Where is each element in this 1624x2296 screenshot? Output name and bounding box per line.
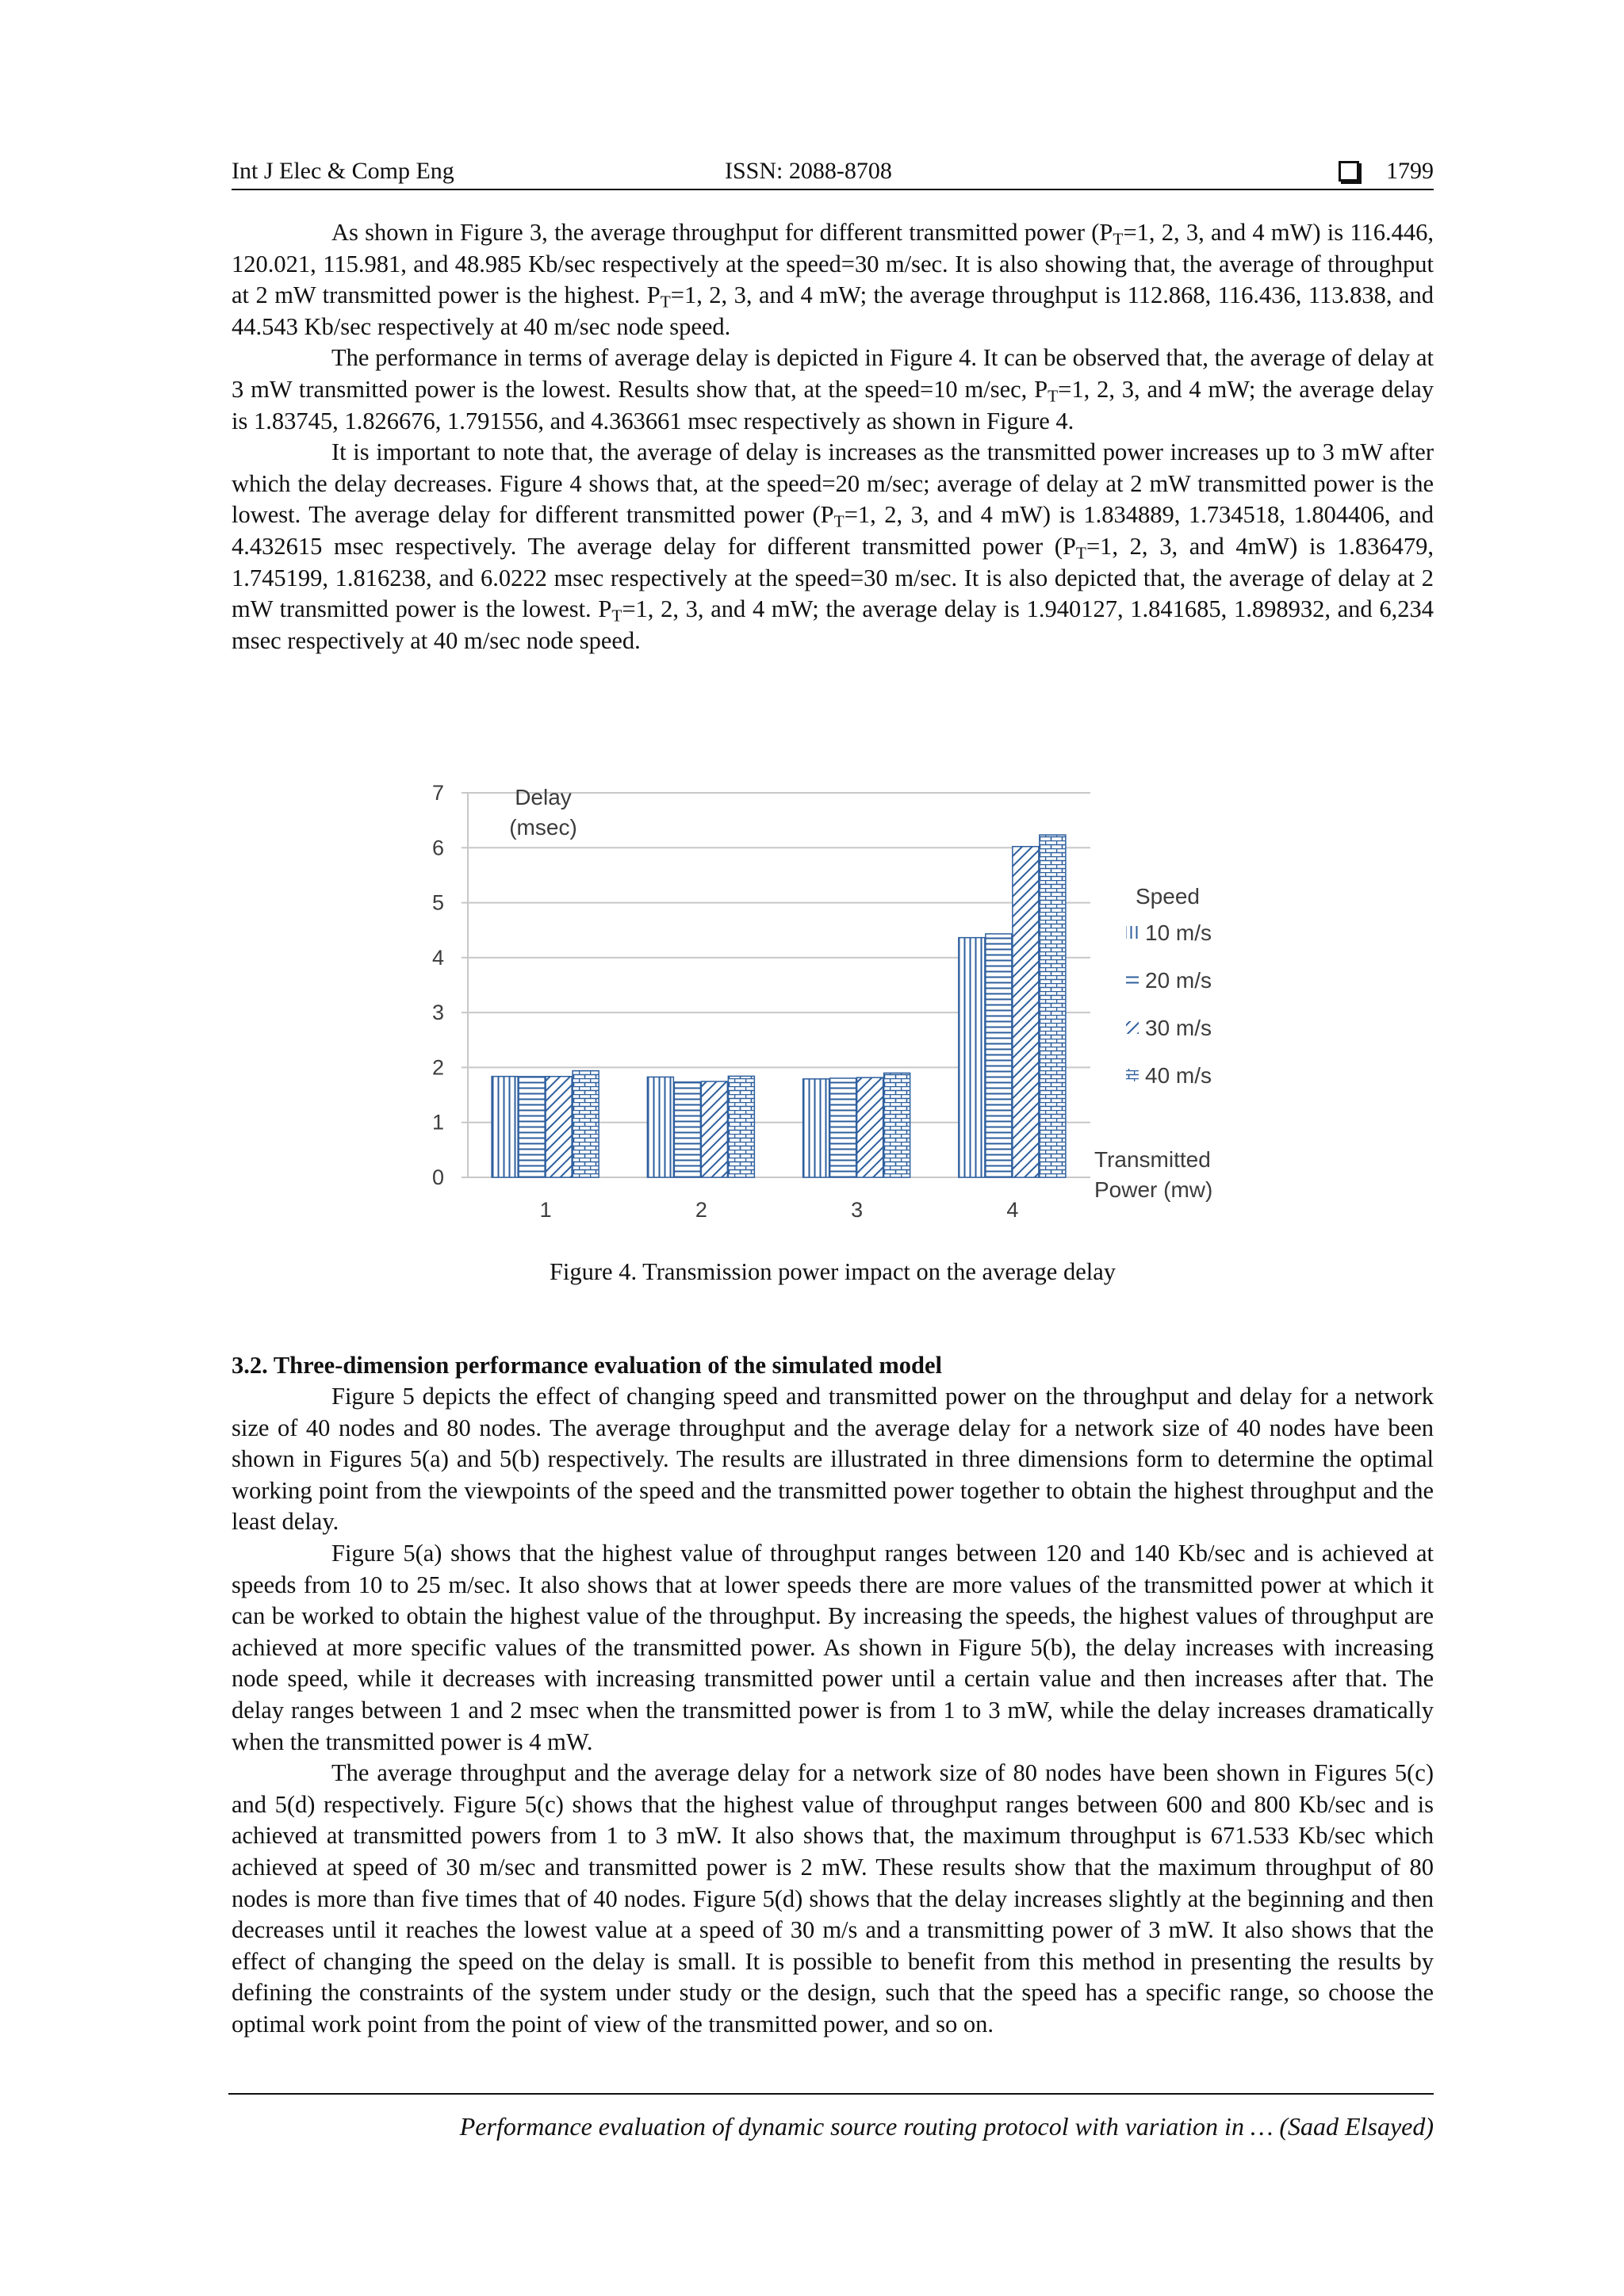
bar-30-m-s-p1	[546, 1077, 572, 1177]
legend-label: 40 m/s	[1145, 1063, 1212, 1088]
y-tick-label: 7	[431, 781, 444, 805]
header-rule	[232, 189, 1434, 190]
bar-40-m-s-p4	[1040, 835, 1066, 1177]
chart-bars	[492, 835, 1066, 1177]
y-tick-label: 5	[431, 890, 444, 915]
legend-swatch	[1126, 1069, 1139, 1081]
x-tick-label: 3	[851, 1198, 864, 1222]
square-bullet-icon	[1339, 161, 1359, 182]
y-tick-label: 0	[431, 1165, 444, 1189]
x-tick-label: 2	[695, 1198, 707, 1222]
legend-title: Speed	[1136, 884, 1200, 909]
bar-10-m-s-p2	[647, 1077, 673, 1177]
journal-name: Int J Elec & Comp Eng	[232, 158, 454, 184]
paragraph-delay-detail: It is important to note that, the average of delay is increases as the transmitted power increases up to 3 mW after which the delay decreases. Figure 4 shows that, at the speed=20 m/sec; average of delay at 2 mW transmitted power is the lowest. The average delay for different transmitted power ($P_T=1$, 2, 3, and 4 mW) is 1.834889, 1.734518, 1.804406, and 4.432615 msec respectively. The average delay for different transmitted power ($P_T=1$, 2, 3, and 4mW) is 1.836479, 1.745199, 1.816238, and 6.0222 msec respectively at the speed=30 m/sec. It is also depicted that, the average of delay at 2 mW transmitted power is the lowest. $P_T=1$, 2, 3, and 4 mW; the average delay is 1.940127, 1.841685, 1.898932, and 6,234 msec respectively at 40 m/sec node speed.	[232, 438, 1434, 654]
legend-label: 10 m/s	[1145, 920, 1212, 945]
legend-swatch	[1126, 974, 1139, 986]
legend-swatch	[1126, 926, 1139, 939]
y-tick-label: 6	[431, 836, 444, 860]
bar-30-m-s-p3	[857, 1077, 883, 1177]
legend-label: 30 m/s	[1145, 1016, 1212, 1040]
x-axis-title: Transmitted	[1094, 1147, 1211, 1172]
y-axis-title: (msec)	[509, 815, 577, 840]
section-heading: 3.2. Three-dimension performance evaluation of the simulated model	[232, 1352, 943, 1379]
bar-40-m-s-p3	[884, 1073, 910, 1177]
page-number: 1799	[1386, 158, 1434, 184]
y-axis-title: Delay	[515, 785, 572, 809]
x-tick-label: 1	[539, 1198, 552, 1222]
bar-30-m-s-p2	[701, 1081, 727, 1177]
x-tick-label: 4	[1006, 1198, 1019, 1222]
y-tick-label: 2	[431, 1055, 444, 1080]
bar-30-m-s-p4	[1013, 847, 1039, 1177]
chart-svg	[412, 769, 1237, 1245]
chart-legend	[1126, 884, 1212, 1088]
bar-20-m-s-p4	[986, 934, 1012, 1177]
bar-10-m-s-p3	[803, 1079, 829, 1177]
bar-20-m-s-p2	[674, 1082, 700, 1177]
body-text-bottom	[232, 1381, 1434, 2040]
running-footer: Performance evaluation of dynamic source routing protocol with variation in … (Saad Elsayed)	[459, 2112, 1434, 2141]
body-text-top	[232, 217, 1434, 656]
y-tick-label: 1	[431, 1110, 444, 1135]
paragraph-throughput: As shown in Figure 3, the average throughput for different transmitted power ($P_T=1$, 2, 3, and 4 mW) is 116.446, 120.021, 115.981, and 48.985 Kb/sec respectively at the speed=30 m/sec. It is also showing that, the average of throughput at 2 mW transmitted power is the highest. $P_T=1$, 2, 3, and 4 mW; the average throughput is 112.868, 116.436, 113.838, and 44.543 Kb/sec respectively at 40 m/sec node speed.	[232, 219, 1434, 340]
y-tick-label: 4	[431, 945, 444, 970]
paragraph-fig5-intro: Figure 5 depicts the effect of changing speed and transmitted power on the throughput and delay for a network size of 40 nodes and 80 nodes. The average throughput and the average delay for a network size of 40 nodes have been shown in Figures 5(a) and 5(b) respectively. The results are illustrated in three dimensions form to determine the optimal working point from the viewpoints of the speed and the transmitted power together to obtain the highest throughput and the least delay.	[232, 1383, 1434, 1536]
bar-20-m-s-p1	[519, 1077, 545, 1177]
bar-10-m-s-p1	[492, 1077, 518, 1177]
legend-swatch	[1126, 1021, 1139, 1034]
issn: ISSN: 2088-8708	[725, 158, 892, 184]
footer-rule	[228, 2093, 1434, 2095]
bar-40-m-s-p1	[573, 1071, 599, 1177]
bar-10-m-s-p4	[959, 938, 985, 1177]
running-header	[232, 155, 1434, 190]
paragraph-fig5ab: Figure 5(a) shows that the highest value of throughput ranges between 120 and 140 Kb/sec and is achieved at speeds from 10 to 25 m/sec. It also shows that at lower speeds there are more values of the transmitted power at which it can be worked to obtain the highest value of the throughput. By increasing the speeds, the highest values of throughput are achieved at more specific values of the transmitted power. As shown in Figure 5(b), the delay increases with increasing node speed, while it decreases with increasing transmitted power until a certain value and then increases after that. The delay ranges between 1 and 2 msec when the transmitted power is from 1 to 3 mW, while the delay increases dramatically when the transmitted power is 4 mW.	[232, 1539, 1434, 1755]
x-axis-title: Power (mw)	[1094, 1177, 1213, 1202]
paragraph-fig5cd: The average throughput and the average delay for a network size of 80 nodes have been shown in Figures 5(c) and 5(d) respectively. Figure 5(c) shows that the highest value of throughput ranges between 600 and 800 Kb/sec and is achieved at transmitted powers from 1 to 3 mW. It also shows that, the maximum throughput is 671.533 Kb/sec which achieved at speed of 30 m/sec and transmitted power is 2 mW. These results show that the maximum throughput of 80 nodes is more than five times that of 40 nodes. Figure 5(d) shows that the delay increases slightly at the beginning and then decreases until it reaches the lowest value at a speed of 30 m/s and a transmitting power of 3 mW. It also shows that the effect of changing the speed on the delay is small. It is possible to benefit from this method in presenting the results by defining the constraints of the system under study or the design, such that the speed has a specific range, so choose the optimal work point from the point of view of the transmitted power, and so on.	[232, 1759, 1434, 2038]
delay-bar-chart	[412, 769, 1237, 1245]
paragraph-delay-intro: The performance in terms of average delay is depicted in Figure 4. It can be observed that, the average of delay at 3 mW transmitted power is the lowest. Results show that, at the speed=10 m/sec, $P_T=1$, 2, 3, and 4 mW; the average delay is 1.83745, 1.826676, 1.791556, and 4.363661 msec respectively as shown in Figure 4.	[232, 344, 1434, 434]
y-tick-label: 3	[431, 1001, 444, 1025]
bar-20-m-s-p3	[830, 1078, 856, 1177]
bar-40-m-s-p2	[728, 1076, 754, 1177]
figure-caption: Figure 4. Transmission power impact on the average delay	[549, 1258, 1116, 1285]
legend-label: 20 m/s	[1145, 968, 1212, 993]
